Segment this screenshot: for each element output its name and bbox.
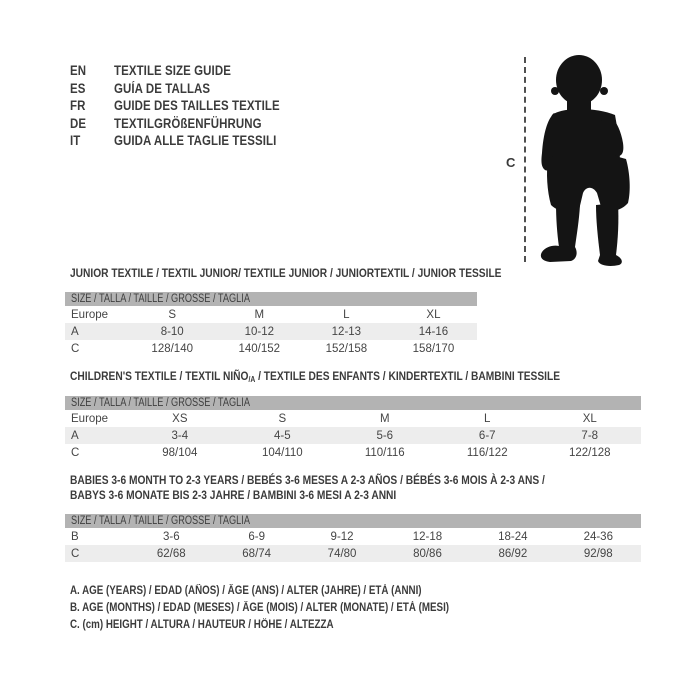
size-header-bar: SIZE / TALLA / TAILLE / GRÖSSE / TAGLIA xyxy=(65,514,641,528)
lang-label: GUÍA DE TALLAS xyxy=(114,80,211,96)
table-cell: 6-7 xyxy=(436,427,538,444)
table-cell: 8-10 xyxy=(129,323,216,340)
table-row xyxy=(65,306,477,323)
legend-note-b: B. AGE (MONTHS) / EDAD (MESES) / ÂGE (MOIS) / ALTER (MONATE) / ETÀ (MESI) xyxy=(70,602,450,614)
table-cell: 62/68 xyxy=(129,545,214,562)
row-label-cell: C xyxy=(71,342,80,355)
table-cell: 152/158 xyxy=(325,342,368,355)
table-cell: 3-6 xyxy=(162,530,180,543)
babies-table-title: BABIES 3-6 MONTH TO 2-3 YEARS / BEBÉS 3-6 MESES A 2-3 AÑOS / BÉBÉS 3-6 MOIS À 2-3 ANS / BABYS 3-6 MONATE BIS 2-3 JAHRE / BAMBINI 3-6 MESI A 2-3 ANNI xyxy=(70,473,545,502)
table-cell: L xyxy=(343,308,350,321)
table-row xyxy=(65,444,641,461)
table-cell: 74/80 xyxy=(299,545,384,562)
table-cell: 12-13 xyxy=(303,323,390,340)
table-cell: 24-36 xyxy=(583,530,613,543)
lang-item-fr xyxy=(70,97,309,115)
table-cell: L xyxy=(484,412,491,425)
table-cell: 80/86 xyxy=(385,545,470,562)
table-cell: S xyxy=(168,308,177,321)
height-dimension-line xyxy=(524,57,526,262)
table-cell: 110/116 xyxy=(364,446,405,459)
table-cell: 68/74 xyxy=(214,545,299,562)
row-label-cell: B xyxy=(71,530,79,543)
lang-code: IT xyxy=(70,133,81,149)
table-cell: 18-24 xyxy=(498,530,528,543)
row-label-cell: Europe xyxy=(71,412,109,425)
lang-item-de xyxy=(70,115,309,133)
baby-silhouette xyxy=(538,53,642,267)
lang-code: DE xyxy=(70,115,87,131)
lang-code: EN xyxy=(70,63,87,79)
table-cell: 86/92 xyxy=(470,545,555,562)
table-cell: S xyxy=(278,412,287,425)
lang-code: ES xyxy=(70,80,86,96)
lang-item-it xyxy=(70,132,309,150)
language-list xyxy=(70,62,309,150)
table-cell: 92/98 xyxy=(556,545,641,562)
table-cell: 3-4 xyxy=(129,427,231,444)
junior-table-title: JUNIOR TEXTILE / TEXTIL JUNIOR/ TEXTILE JUNIOR / JUNIORTEXTIL / JUNIOR TESSILE xyxy=(70,266,502,280)
table-cell: 98/104 xyxy=(162,446,198,459)
table-cell: 128/140 xyxy=(151,342,193,355)
height-dimension-label: C xyxy=(506,155,516,170)
children-table-title: CHILDREN'S TEXTILE / TEXTIL $NIÑO_{/A}$ / TEXTILE DES ENFANTS / KINDERTEXTIL / BAMBINI TESSILE xyxy=(70,369,560,384)
table-row xyxy=(65,323,477,340)
legend-notes xyxy=(70,583,516,634)
legend-note-a: A. AGE (YEARS) / EDAD (AÑOS) / ÂGE (ANS) / ALTER (JAHRE) / ETÀ (ANNI) xyxy=(70,585,422,597)
lang-item-en xyxy=(70,62,309,80)
children-size-table xyxy=(65,396,641,461)
babies-size-table xyxy=(65,514,641,562)
table-row xyxy=(65,545,641,562)
row-label-cell: A xyxy=(65,323,129,340)
table-row xyxy=(65,410,641,427)
table-cell: 10-12 xyxy=(216,323,303,340)
lang-item-es xyxy=(70,80,309,98)
table-cell: 7-8 xyxy=(538,427,641,444)
table-cell: 158/170 xyxy=(412,342,455,355)
size-header-bar: SIZE / TALLA / TAILLE / GRÖSSE / TAGLIA xyxy=(65,292,477,306)
table-cell: 14-16 xyxy=(390,323,477,340)
row-label-cell: Europe xyxy=(71,308,109,321)
row-label-cell: A xyxy=(65,427,129,444)
table-cell: M xyxy=(379,412,390,425)
lang-label: GUIDE DES TAILLES TEXTILE xyxy=(114,98,280,114)
table-row xyxy=(65,427,641,444)
lang-label: TEXTILGRÖßENFÜHRUNG xyxy=(114,115,262,131)
table-cell: 12-18 xyxy=(412,530,443,543)
table-cell: 4-5 xyxy=(231,427,333,444)
table-cell: XL xyxy=(426,308,441,321)
table-cell: 140/152 xyxy=(238,342,281,355)
junior-size-table xyxy=(65,292,477,357)
table-cell: M xyxy=(254,308,265,321)
table-row xyxy=(65,528,641,545)
table-cell: XS xyxy=(172,412,188,425)
lang-label: GUIDA ALLE TAGLIE TESSILI xyxy=(114,133,277,149)
row-label-cell: C xyxy=(65,545,129,562)
table-cell: 122/128 xyxy=(568,446,611,459)
size-header-bar: SIZE / TALLA / TAILLE / GRÖSSE / TAGLIA xyxy=(65,396,641,410)
table-cell: 5-6 xyxy=(334,427,436,444)
table-cell: 6-9 xyxy=(248,530,265,543)
row-label-cell: C xyxy=(71,446,80,459)
table-cell: 104/110 xyxy=(261,446,303,459)
table-cell: 116/122 xyxy=(466,446,508,459)
lang-code: FR xyxy=(70,98,86,114)
table-cell: 9-12 xyxy=(330,530,354,543)
table-cell: XL xyxy=(582,412,597,425)
legend-note-c: C. (cm) HEIGHT / ALTURA / HAUTEUR / HÖHE / ALTEZZA xyxy=(70,619,334,631)
table-row xyxy=(65,340,477,357)
lang-label: TEXTILE SIZE GUIDE xyxy=(114,63,231,79)
